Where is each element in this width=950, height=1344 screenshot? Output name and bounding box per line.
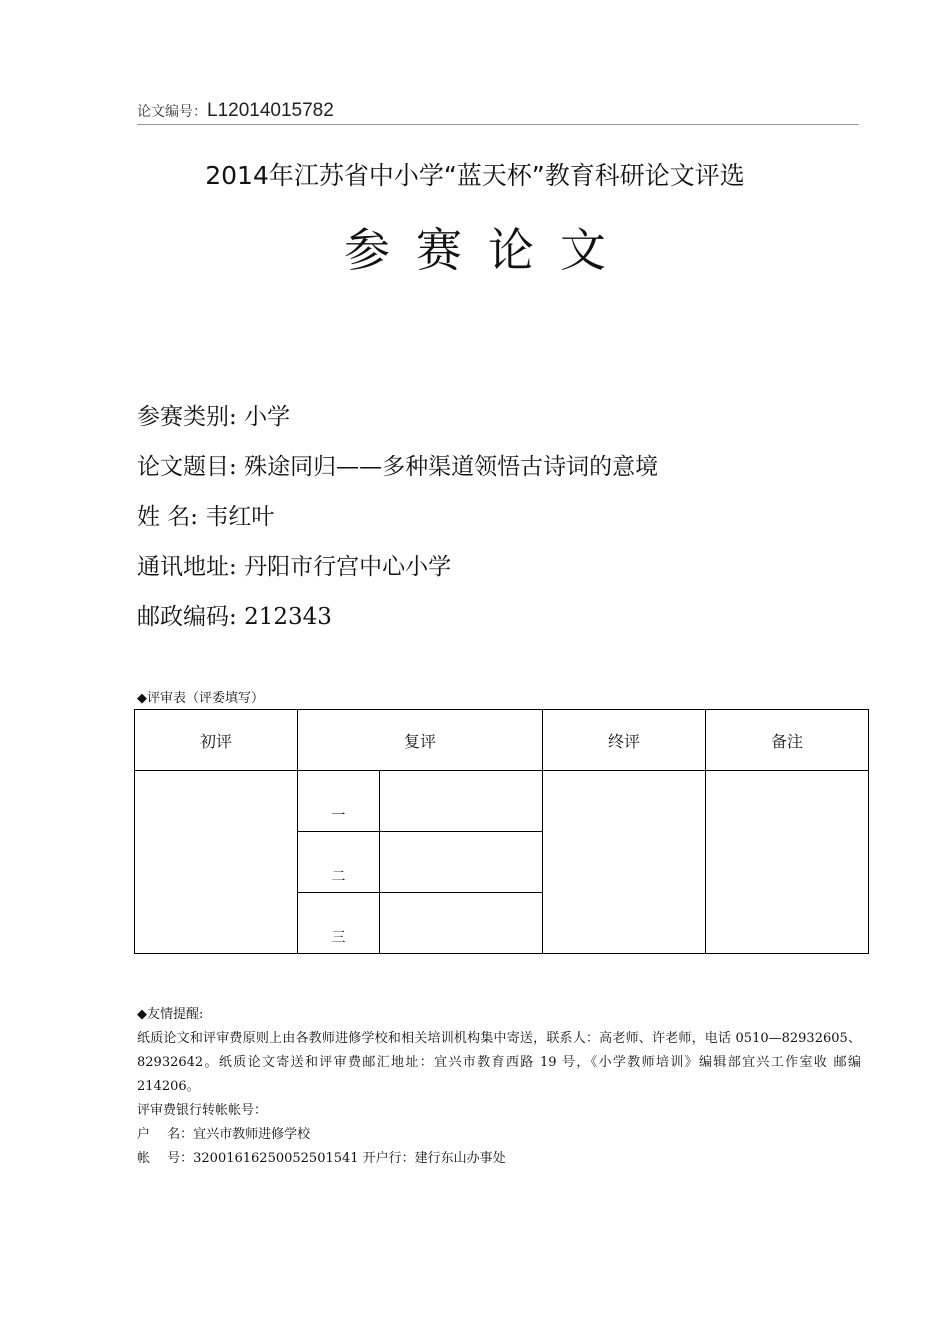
name-row xyxy=(137,492,658,542)
header-final-review: 终评 xyxy=(543,710,706,771)
review-row xyxy=(135,771,869,832)
paper-number-header xyxy=(137,100,859,125)
review-header-row xyxy=(135,710,869,771)
name-value: 韦红叶 xyxy=(205,504,275,530)
contest-title: 2014年江苏省中小学“蓝天杯”教育科研论文评选 xyxy=(205,161,745,190)
notes-paragraph: 纸质论文和评审费原则上由各教师进修学校和相关培训机构集中寄送，联系人：高老师、许老师，电话 0510—82932605、82932642。纸质论文寄送和评审费邮汇地址：宜兴市教育西路 19 号，《小学教师培训》编辑部宜兴工作室收 邮编 214206。 xyxy=(137,1031,861,1094)
second-review-sub-label-2: 二 xyxy=(298,832,380,893)
final-review-cell[interactable] xyxy=(543,771,706,954)
review-table xyxy=(134,709,869,954)
topic-row xyxy=(137,442,658,492)
second-review-sub-label-3: 三 xyxy=(298,893,380,954)
initial-review-cell[interactable] xyxy=(135,771,298,954)
bank-account-title: 评审费银行转帐帐号： xyxy=(137,1103,268,1118)
account-number: 帐 号：32001616250052501541 开户行：建行东山办事处 xyxy=(137,1151,506,1166)
header-second-review: 复评 xyxy=(298,710,543,771)
header-initial-review: 初评 xyxy=(135,710,298,771)
paper-number-value: L12014015782 xyxy=(207,100,334,121)
postcode-row xyxy=(137,592,658,642)
category-label: 参赛类别: xyxy=(137,404,237,430)
info-section xyxy=(137,392,658,642)
postcode-label: 邮政编码: xyxy=(137,604,237,630)
review-table-label: ◆评审表（评委填写） xyxy=(137,691,264,706)
second-review-sub-label-1: 一 xyxy=(298,771,380,832)
address-value: 丹阳市行宫中心小学 xyxy=(244,554,452,580)
notes-title: ◆友情提醒: xyxy=(137,1007,204,1022)
postcode-value: 212343 xyxy=(244,604,332,630)
address-label: 通讯地址: xyxy=(137,554,237,580)
second-review-cell-1[interactable] xyxy=(380,771,543,832)
reminder-notes xyxy=(137,1003,861,1171)
category-value: 小学 xyxy=(244,404,291,430)
header-remarks: 备注 xyxy=(706,710,869,771)
address-row xyxy=(137,542,658,592)
topic-label: 论文题目: xyxy=(137,454,237,480)
paper-number-label: 论文编号： xyxy=(137,104,207,120)
name-label: 姓 名: xyxy=(137,504,199,530)
account-name: 户 名：宜兴市教师进修学校 xyxy=(137,1127,311,1142)
second-review-cell-3[interactable] xyxy=(380,893,543,954)
topic-value: 殊途同归——多种渠道领悟古诗词的意境 xyxy=(244,454,659,480)
second-review-cell-2[interactable] xyxy=(380,832,543,893)
main-title: 参赛论文 xyxy=(344,223,632,277)
remarks-cell[interactable] xyxy=(706,771,869,954)
category-row xyxy=(137,392,658,442)
